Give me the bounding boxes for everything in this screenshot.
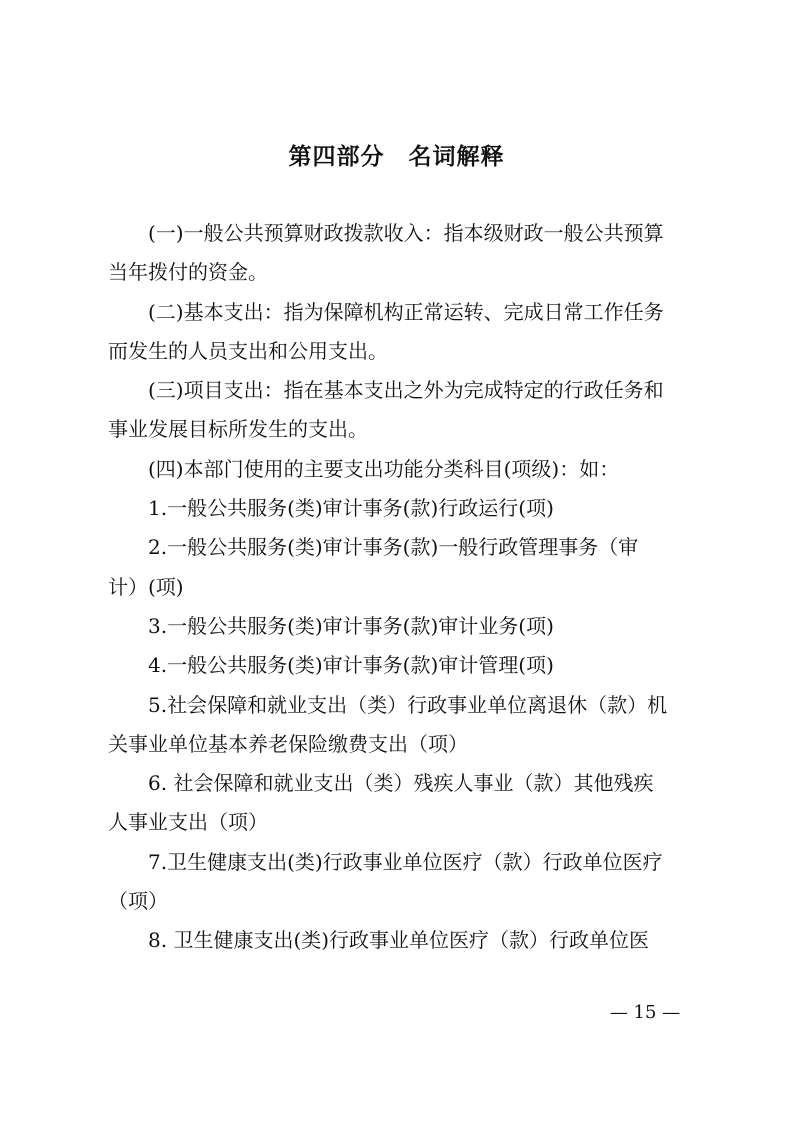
paragraph-line: (二)基本支出：指为保障机构正常运转、完成日常工作任务 [148, 299, 664, 324]
list-item-line: 计）(项) [108, 574, 184, 599]
list-item-line: 1.一般公共服务(类)审计事务(款)行政运行(项) [148, 496, 554, 521]
page-title: 第四部分 名词解释 [288, 144, 505, 170]
list-item-line: 4.一般公共服务(类)审计事务(款)审计管理(项) [148, 653, 554, 678]
list-item-line: 2.一般公共服务(类)审计事务(款)一般行政管理事务（审 [148, 535, 639, 560]
list-item-line: 5.社会保障和就业支出（类）行政事业单位离退休（款）机 [148, 692, 668, 717]
paragraph-line: (四)本部门使用的主要支出功能分类科目(项级)：如： [148, 456, 620, 481]
paragraph-line: (一)一般公共预算财政拨款收入：指本级财政一般公共预算 [148, 221, 664, 245]
list-item-line: 关事业单位基本养老保险缴费支出（项） [108, 731, 468, 756]
paragraph-line: 而发生的人员支出和公用支出。 [108, 338, 388, 363]
paragraph-line: 事业发展目标所发生的支出。 [108, 417, 368, 442]
list-item-line: 8. 卫生健康支出(类)行政事业单位医疗（款）行政单位医 [148, 928, 650, 953]
body-text [108, 214, 693, 961]
paragraph-line: 当年拨付的资金。 [108, 260, 268, 285]
paragraph-line: (三)项目支出：指在基本支出之外为完成特定的行政任务和 [148, 378, 664, 403]
list-item-line: 3.一般公共服务(类)审计事务(款)审计业务(项) [148, 613, 554, 638]
page-number: — 15 — [609, 1002, 681, 1023]
list-item-line: 6. 社会保障和就业支出（类）残疾人事业（款）其他残疾 [148, 771, 654, 796]
list-item-line: 人事业支出（项） [108, 810, 268, 835]
list-item-line: （项） [108, 889, 168, 914]
list-item-line: 7.卫生健康支出(类)行政事业单位医疗（款）行政单位医疗 [148, 849, 663, 874]
